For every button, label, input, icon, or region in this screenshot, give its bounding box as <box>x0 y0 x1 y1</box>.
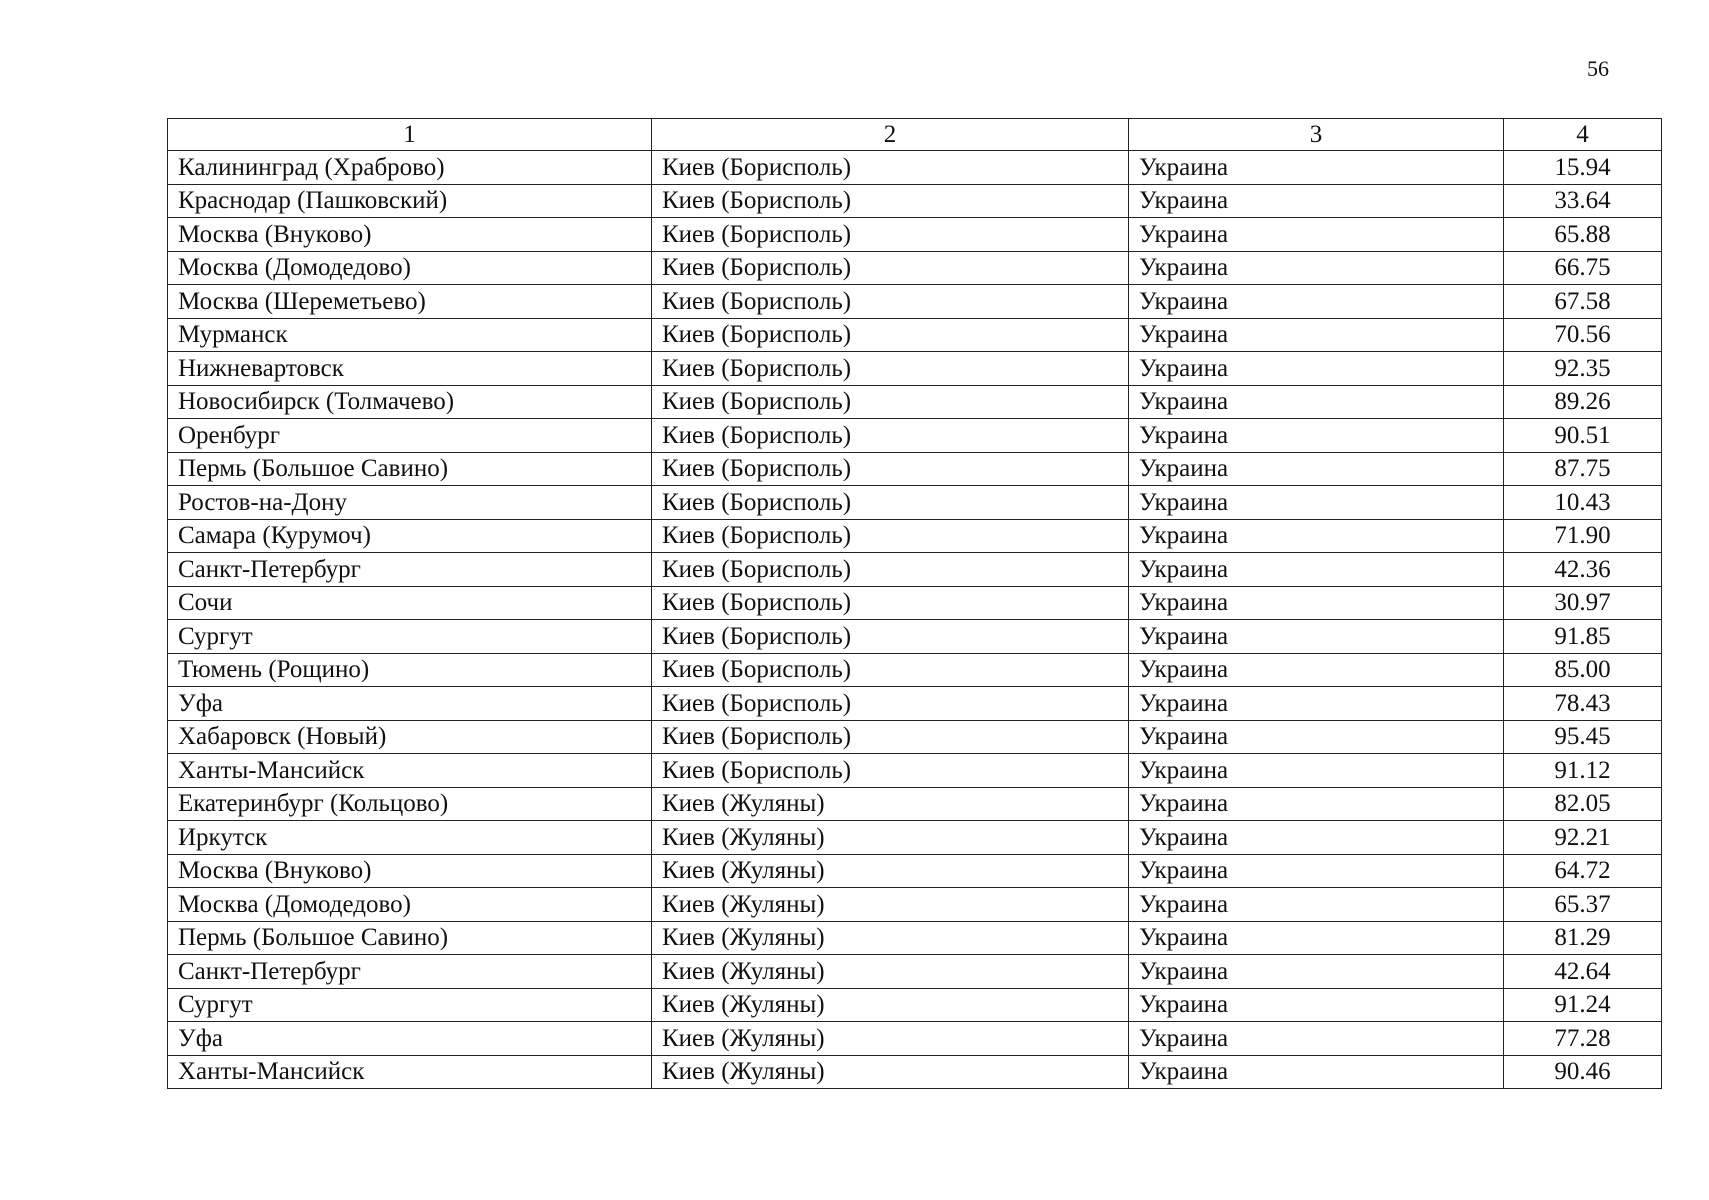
value-cell: 78.43 <box>1504 687 1662 721</box>
table-row <box>168 486 1662 520</box>
origin-airport-cell: Санкт-Петербург <box>168 553 652 587</box>
country-cell: Украина <box>1129 318 1504 352</box>
value-cell: 42.36 <box>1504 553 1662 587</box>
origin-airport-cell: Пермь (Большое Савино) <box>168 452 652 486</box>
origin-airport-cell: Нижневартовск <box>168 352 652 386</box>
destination-airport-cell: Киев (Жуляны) <box>652 1022 1129 1056</box>
origin-airport-cell: Тюмень (Рощино) <box>168 653 652 687</box>
value-cell: 91.24 <box>1504 988 1662 1022</box>
origin-airport-cell: Новосибирск (Толмачево) <box>168 385 652 419</box>
table-row <box>168 184 1662 218</box>
value-cell: 42.64 <box>1504 955 1662 989</box>
value-cell: 90.46 <box>1504 1055 1662 1089</box>
origin-airport-cell: Хабаровск (Новый) <box>168 720 652 754</box>
destination-airport-cell: Киев (Борисполь) <box>652 720 1129 754</box>
value-cell: 71.90 <box>1504 519 1662 553</box>
origin-airport-cell: Москва (Внуково) <box>168 218 652 252</box>
country-cell: Украина <box>1129 1022 1504 1056</box>
destination-airport-cell: Киев (Борисполь) <box>652 184 1129 218</box>
origin-airport-cell: Сургут <box>168 620 652 654</box>
country-cell: Украина <box>1129 854 1504 888</box>
country-cell: Украина <box>1129 653 1504 687</box>
destination-airport-cell: Киев (Борисполь) <box>652 486 1129 520</box>
value-cell: 85.00 <box>1504 653 1662 687</box>
value-cell: 10.43 <box>1504 486 1662 520</box>
country-cell: Украина <box>1129 754 1504 788</box>
destination-airport-cell: Киев (Борисполь) <box>652 352 1129 386</box>
table-row <box>168 787 1662 821</box>
table-row <box>168 385 1662 419</box>
table-row <box>168 318 1662 352</box>
table-row <box>168 1055 1662 1089</box>
destination-airport-cell: Киев (Борисполь) <box>652 151 1129 185</box>
origin-airport-cell: Оренбург <box>168 419 652 453</box>
table-row <box>168 519 1662 553</box>
origin-airport-cell: Екатеринбург (Кольцово) <box>168 787 652 821</box>
value-cell: 87.75 <box>1504 452 1662 486</box>
value-cell: 81.29 <box>1504 921 1662 955</box>
origin-airport-cell: Ханты-Мансийск <box>168 754 652 788</box>
value-cell: 66.75 <box>1504 251 1662 285</box>
value-cell: 65.88 <box>1504 218 1662 252</box>
country-cell: Украина <box>1129 553 1504 587</box>
destination-airport-cell: Киев (Жуляны) <box>652 888 1129 922</box>
country-cell: Украина <box>1129 285 1504 319</box>
country-cell: Украина <box>1129 821 1504 855</box>
origin-airport-cell: Москва (Домодедово) <box>168 888 652 922</box>
value-cell: 65.37 <box>1504 888 1662 922</box>
country-cell: Украина <box>1129 385 1504 419</box>
value-cell: 91.85 <box>1504 620 1662 654</box>
country-cell: Украина <box>1129 620 1504 654</box>
origin-airport-cell: Ханты-Мансийск <box>168 1055 652 1089</box>
table-header-row <box>168 119 1662 151</box>
table-row <box>168 754 1662 788</box>
value-cell: 95.45 <box>1504 720 1662 754</box>
country-cell: Украина <box>1129 687 1504 721</box>
country-cell: Украина <box>1129 1055 1504 1089</box>
table-row <box>168 151 1662 185</box>
country-cell: Украина <box>1129 486 1504 520</box>
destination-airport-cell: Киев (Борисполь) <box>652 586 1129 620</box>
country-cell: Украина <box>1129 988 1504 1022</box>
origin-airport-cell: Уфа <box>168 687 652 721</box>
origin-airport-cell: Уфа <box>168 1022 652 1056</box>
destination-airport-cell: Киев (Борисполь) <box>652 553 1129 587</box>
table-row <box>168 955 1662 989</box>
value-cell: 67.58 <box>1504 285 1662 319</box>
table-row <box>168 921 1662 955</box>
origin-airport-cell: Ростов-на-Дону <box>168 486 652 520</box>
destination-airport-cell: Киев (Жуляны) <box>652 1055 1129 1089</box>
destination-airport-cell: Киев (Борисполь) <box>652 318 1129 352</box>
origin-airport-cell: Иркутск <box>168 821 652 855</box>
value-cell: 91.12 <box>1504 754 1662 788</box>
country-cell: Украина <box>1129 151 1504 185</box>
destination-airport-cell: Киев (Борисполь) <box>652 285 1129 319</box>
origin-airport-cell: Сочи <box>168 586 652 620</box>
origin-airport-cell: Самара (Курумоч) <box>168 519 652 553</box>
country-cell: Украина <box>1129 419 1504 453</box>
table-row <box>168 888 1662 922</box>
destination-airport-cell: Киев (Борисполь) <box>652 218 1129 252</box>
origin-airport-cell: Москва (Домодедово) <box>168 251 652 285</box>
country-cell: Украина <box>1129 955 1504 989</box>
table-row <box>168 218 1662 252</box>
country-cell: Украина <box>1129 787 1504 821</box>
table-row <box>168 586 1662 620</box>
country-cell: Украина <box>1129 586 1504 620</box>
table-row <box>168 720 1662 754</box>
country-cell: Украина <box>1129 218 1504 252</box>
table-row <box>168 854 1662 888</box>
destination-airport-cell: Киев (Жуляны) <box>652 988 1129 1022</box>
destination-airport-cell: Киев (Жуляны) <box>652 921 1129 955</box>
origin-airport-cell: Краснодар (Пашковский) <box>168 184 652 218</box>
table-row <box>168 821 1662 855</box>
table-row <box>168 251 1662 285</box>
value-cell: 15.94 <box>1504 151 1662 185</box>
table-row <box>168 419 1662 453</box>
origin-airport-cell: Москва (Внуково) <box>168 854 652 888</box>
destination-airport-cell: Киев (Борисполь) <box>652 687 1129 721</box>
table-row <box>168 653 1662 687</box>
value-cell: 89.26 <box>1504 385 1662 419</box>
header-cell-2: 2 <box>652 119 1129 151</box>
destination-airport-cell: Киев (Борисполь) <box>652 251 1129 285</box>
destination-airport-cell: Киев (Борисполь) <box>652 385 1129 419</box>
destination-airport-cell: Киев (Борисполь) <box>652 754 1129 788</box>
destination-airport-cell: Киев (Жуляны) <box>652 821 1129 855</box>
country-cell: Украина <box>1129 184 1504 218</box>
table-row <box>168 553 1662 587</box>
table-row <box>168 620 1662 654</box>
origin-airport-cell: Мурманск <box>168 318 652 352</box>
country-cell: Украина <box>1129 888 1504 922</box>
value-cell: 90.51 <box>1504 419 1662 453</box>
table-body <box>168 119 1662 1089</box>
origin-airport-cell: Санкт-Петербург <box>168 955 652 989</box>
country-cell: Украина <box>1129 519 1504 553</box>
value-cell: 92.21 <box>1504 821 1662 855</box>
country-cell: Украина <box>1129 452 1504 486</box>
destination-airport-cell: Киев (Борисполь) <box>652 519 1129 553</box>
value-cell: 70.56 <box>1504 318 1662 352</box>
destination-airport-cell: Киев (Борисполь) <box>652 620 1129 654</box>
destination-airport-cell: Киев (Борисполь) <box>652 452 1129 486</box>
table-row <box>168 988 1662 1022</box>
table-row <box>168 352 1662 386</box>
value-cell: 92.35 <box>1504 352 1662 386</box>
country-cell: Украина <box>1129 720 1504 754</box>
origin-airport-cell: Калининград (Храброво) <box>168 151 652 185</box>
header-cell-3: 3 <box>1129 119 1504 151</box>
destination-airport-cell: Киев (Борисполь) <box>652 653 1129 687</box>
value-cell: 64.72 <box>1504 854 1662 888</box>
value-cell: 33.64 <box>1504 184 1662 218</box>
header-cell-4: 4 <box>1504 119 1662 151</box>
origin-airport-cell: Пермь (Большое Савино) <box>168 921 652 955</box>
country-cell: Украина <box>1129 921 1504 955</box>
country-cell: Украина <box>1129 251 1504 285</box>
table-row <box>168 1022 1662 1056</box>
destination-airport-cell: Киев (Жуляны) <box>652 787 1129 821</box>
origin-airport-cell: Москва (Шереметьево) <box>168 285 652 319</box>
table-row <box>168 452 1662 486</box>
destination-airport-cell: Киев (Жуляны) <box>652 854 1129 888</box>
value-cell: 77.28 <box>1504 1022 1662 1056</box>
destination-airport-cell: Киев (Жуляны) <box>652 955 1129 989</box>
value-cell: 82.05 <box>1504 787 1662 821</box>
page-number: 56 <box>1587 56 1609 81</box>
routes-table <box>167 118 1662 1089</box>
table-row <box>168 687 1662 721</box>
country-cell: Украина <box>1129 352 1504 386</box>
header-cell-1: 1 <box>168 119 652 151</box>
value-cell: 30.97 <box>1504 586 1662 620</box>
destination-airport-cell: Киев (Борисполь) <box>652 419 1129 453</box>
origin-airport-cell: Сургут <box>168 988 652 1022</box>
table-row <box>168 285 1662 319</box>
